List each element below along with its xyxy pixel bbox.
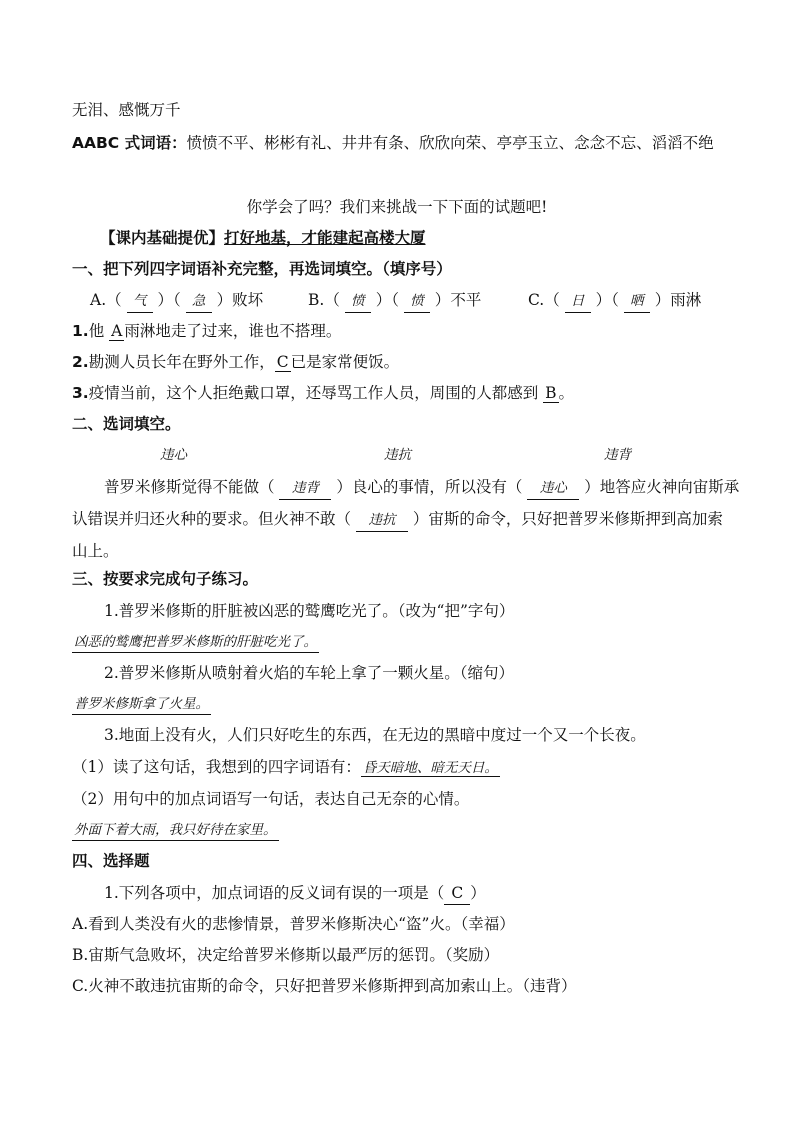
item-text: 他 (88, 322, 110, 340)
q1-item (72, 382, 574, 404)
option-blank: 日 (565, 290, 591, 313)
para-text: ）宙斯的命令，只好把普罗米修斯押到高加索 (412, 510, 723, 528)
stem-text: 1.下列各项中，加点词语的反义词有误的一项是（ (104, 884, 445, 902)
q1-option-a: A.（ 气 ）（ 急 ）败坏 (90, 289, 263, 313)
q2-paragraph-line (104, 476, 739, 500)
q1-item (72, 351, 399, 373)
para-text: 认错误并归还火种的要求。但火神不敢（ (72, 510, 352, 528)
option-tail: 败坏 (232, 291, 264, 309)
q3-subquestion: （2）用句中的加点词语写一句话，表达自己无奈的心情。 (72, 790, 470, 808)
option-blank: 晒 (624, 290, 650, 313)
item-text: 勘测人员长年在野外工作， (88, 353, 275, 371)
aabc-label: AABC 式词语： (72, 134, 187, 152)
item-number: 3. (72, 384, 89, 402)
item-text: 。 (558, 384, 575, 402)
para-answer: 违心 (527, 477, 579, 500)
q2-word-option: 违心 (160, 447, 187, 463)
item-number: 1. (72, 322, 89, 340)
q1-heading: 一、把下列四字词语补充完整，再选词填空。（填序号） (72, 260, 452, 278)
q3-subquestion (72, 756, 500, 779)
q3-sentence: 1.普罗米修斯的肝脏被凶恶的鹫鹰吃光了。（改为“把”字句） (104, 602, 515, 620)
para-text: ）良心的事情，所以没有（ (336, 478, 523, 496)
stem-text: ） (470, 884, 486, 902)
item-number: 2. (72, 353, 89, 371)
banner-motto: 打好地基，才能建起高楼大厦 (224, 229, 426, 247)
option-tail: 雨淋 (670, 291, 702, 309)
q1-option-b: B.（ 愤 ）（ 愤 ）不平 (308, 289, 481, 313)
text-line-continuation: 无泪、感慨万千 (72, 101, 181, 119)
aabc-words: 愤愤不平、彬彬有礼、井井有条、欣欣向荣、亭亭玉立、念念不忘、滔滔不绝 (186, 134, 714, 152)
para-text: 普罗米修斯觉得不能做（ (104, 478, 275, 496)
q4-option-a: A.看到人类没有火的悲惨情景，普罗米修斯决心“盗”火。（幸福） (72, 915, 515, 933)
option-blank: 愤 (345, 290, 371, 313)
q4-heading: 四、选择题 (72, 852, 150, 870)
q3-sentence: 3.地面上没有火，人们只好吃生的东西，在无边的黑暗中度过一个又一个长夜。 (104, 726, 646, 744)
option-blank: 愤 (404, 290, 430, 313)
option-letter: B. (308, 291, 325, 309)
option-letter: C. (528, 291, 545, 309)
q4-option-b: B.宙斯气急败坏，决定给普罗米修斯以最严厉的惩罚。（奖励） (72, 946, 500, 964)
q1-item (72, 320, 341, 342)
q2-paragraph-line (72, 508, 723, 532)
item-answer: C (276, 353, 289, 371)
banner-bracket: 【课内基础提优】 (100, 229, 225, 247)
q3-answer: 外面下着大雨，我只好待在家里。 (72, 820, 279, 841)
intro-text: 你学会了吗？我们来挑战一下下面的试题吧! (246, 198, 548, 216)
option-blank: 急 (186, 290, 212, 313)
sub-text: （1）读了这句话，我想到的四字词语有： (72, 758, 361, 776)
aabc-words-line (72, 132, 714, 154)
item-text: 疫情当前，这个人拒绝戴口罩，还辱骂工作人员，周围的人都感到 (88, 384, 544, 402)
option-tail: 不平 (450, 291, 482, 309)
sub-answer: 昏天暗地、暗无天日。 (362, 760, 498, 776)
q3-heading: 三、按要求完成句子练习。 (72, 570, 259, 588)
q1-option-c: C.（ 日 ）（ 晒 ）雨淋 (528, 289, 701, 313)
item-answer: B (545, 384, 557, 402)
option-letter: A. (90, 291, 107, 309)
para-answer: 违抗 (356, 509, 408, 532)
q4-option-c: C.火神不敢违抗宙斯的命令，只好把普罗米修斯押到高加索山上。（违背） (72, 977, 577, 995)
item-answer: A (111, 322, 123, 340)
para-text: ）地答应火神向宙斯承 (584, 478, 740, 496)
q2-word-option: 违抗 (384, 447, 411, 463)
para-answer: 违背 (279, 477, 331, 500)
stem-answer: C (444, 882, 470, 905)
q3-answer: 凶恶的鹫鹰把普罗米修斯的肝脏吃光了。 (72, 632, 319, 653)
q3-sentence: 2.普罗米修斯从喷射着火焰的车轮上拿了一颗火星。（缩句） (104, 664, 515, 682)
section-banner (100, 227, 426, 249)
item-text: 雨淋地走了过来，谁也不搭理。 (124, 322, 342, 340)
q2-word-option: 违背 (604, 447, 631, 463)
q2-paragraph-line: 山上。 (72, 542, 119, 560)
q4-stem (104, 882, 486, 905)
q2-heading: 二、选词填空。 (72, 415, 181, 433)
option-blank: 气 (127, 290, 153, 313)
item-text: 已是家常便饭。 (290, 353, 400, 371)
q3-answer: 普罗米修斯拿了火星。 (72, 694, 211, 715)
